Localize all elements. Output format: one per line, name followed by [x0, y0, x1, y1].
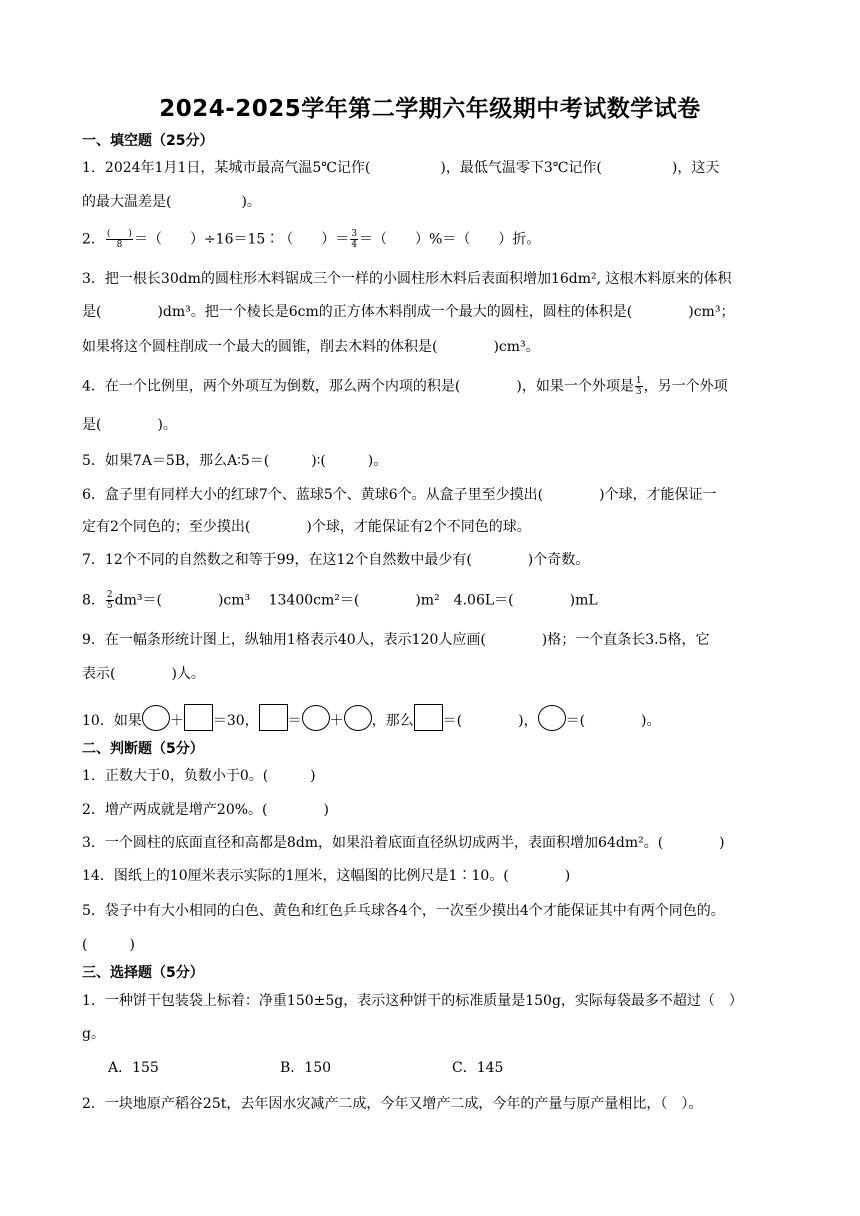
judge-2: 2．增产两成就是增产20%。( ) — [82, 802, 329, 818]
choice-1-options — [108, 1058, 624, 1078]
q7-line: 7．12个不同的自然数之和等于99，在这12个自然数中最少有( )个奇数。 — [82, 552, 590, 568]
square-symbol-icon — [259, 704, 288, 731]
q2-number: 2． — [82, 231, 105, 248]
square-symbol-icon — [414, 704, 443, 731]
q2-middle: ＝（ ）÷16＝15∶（ ）＝ — [133, 231, 350, 248]
q3-line2: 是( )dm³。把一个棱长是6cm的正方体木料削成一个最大的圆柱，圆柱的体积是( )cm³； — [82, 304, 735, 320]
square-symbol-icon — [184, 704, 213, 731]
q1-line2: 的最大温差是( )。 — [82, 194, 261, 210]
q2-fraction-2 — [350, 229, 358, 250]
circle-symbol-icon — [142, 705, 170, 731]
q4-line2: 是( )。 — [82, 417, 177, 433]
circle-symbol-icon — [344, 705, 372, 731]
q10-equals-30: ＝30， — [212, 713, 259, 729]
q2-line — [82, 229, 540, 250]
q4-fraction — [635, 376, 643, 397]
page-title: 2024-2025学年第二学期六年级期中考试数学试卷 — [159, 96, 701, 122]
judge-5-line2: ( ) — [82, 937, 135, 953]
circle-symbol-icon — [302, 705, 330, 731]
q10-answer-1: ＝( )， — [442, 713, 538, 729]
q2-fraction-numerator: ( ) — [106, 229, 132, 239]
option-a: A．155 — [108, 1060, 159, 1076]
q4-fraction-numerator: 1 — [635, 376, 642, 386]
q2-fraction — [106, 229, 133, 250]
q4-fraction-denominator: 3 — [635, 387, 642, 397]
judge-3: 3．一个圆柱的底面直径和高都是8dm，如果沿着底面直径纵切成两半，表面积增加64dm²。( ) — [82, 835, 725, 851]
q1-line1: 1．2024年1月1日，某城市最高气温5℃记作( )，最低气温零下3℃记作( )，这天 — [82, 160, 720, 176]
choice-1-line2: g。 — [82, 1026, 105, 1042]
option-c: C．145 — [452, 1060, 504, 1076]
choice-1-line1: 1．一种饼干包装袋上标着：净重150±5g，表示这种饼干的标准质量是150g，实际每袋最多不超过（ ） — [82, 993, 743, 1009]
q8-fraction — [106, 590, 114, 611]
q8-line — [82, 590, 598, 611]
q5-line: 5．如果7A＝5B，那么A∶5＝( )∶( )。 — [82, 453, 388, 469]
q2-fraction2-denominator: 4 — [351, 240, 358, 250]
q10-then: ，那么 — [371, 713, 414, 729]
q10-number: 10．如果 — [82, 713, 142, 729]
section-choice-heading: 三、选择题（5分） — [82, 965, 204, 981]
q2-fraction2-numerator: 3 — [351, 229, 358, 239]
q6-line2: 定有2个同色的；至少摸出( )个球，才能保证有2个不同色的球。 — [82, 519, 531, 535]
q2-fraction-denominator: 8 — [116, 240, 123, 250]
q3-line1: 3．把一根长30dm的圆柱形木料锯成三个一样的小圆柱形木料后表面积增加16dm², 这根木料原来的体积 — [82, 271, 732, 287]
q10-plus-2: ＋ — [329, 713, 344, 729]
q6-line1: 6．盒子里有同样大小的红球7个、蓝球5个、黄球6个。从盒子里至少摸出( )个球，才能保证一 — [82, 487, 717, 503]
q4-post: ，另一个外项 — [643, 378, 728, 395]
q8-number: 8． — [82, 592, 105, 609]
q8-post: dm³＝( )cm³ 13400cm²＝( )m² 4.06L＝( )mL — [114, 592, 598, 609]
q9-line1: 9．在一幅条形统计图上，纵轴用1格表示40人，表示120人应画( )格；一个直条长3.5格，它 — [82, 632, 710, 648]
section-judge-heading: 二、判断题（5分） — [82, 741, 204, 757]
q10-line — [82, 704, 661, 736]
q10-equals: ＝ — [287, 713, 302, 729]
judge-1: 1．正数大于0，负数小于0。( ) — [82, 768, 316, 784]
q4-line1 — [82, 376, 728, 397]
q10-answer-2: ＝( )。 — [565, 713, 661, 729]
q8-fraction-numerator: 2 — [106, 590, 113, 600]
q2-post: ＝（ ）%＝（ ）折。 — [359, 231, 541, 248]
section-fill-heading: 一、填空题（25分） — [82, 133, 214, 149]
judge-4: 14．图纸上的10厘米表示实际的1厘米，这幅图的比例尺是1∶10。( ) — [82, 868, 571, 884]
q4-text: 4．在一个比例里，两个外项互为倒数，那么两个内项的积是( )，如果一个外项是 — [82, 378, 634, 395]
choice-2: 2．一块地原产稻谷25t，去年因水灾减产二成，今年又增产二成，今年的产量与原产量相比，（ ）。 — [82, 1096, 703, 1112]
q3-line3: 如果将这个圆柱削成一个最大的圆锥，削去木料的体积是( )cm³。 — [82, 339, 540, 355]
option-b: B．150 — [280, 1060, 332, 1076]
q8-fraction-denominator: 5 — [106, 601, 113, 611]
judge-5-line1: 5．袋子中有大小相同的白色、黄色和红色乒乓球各4个，一次至少摸出4个才能保证其中有两个同色的。 — [82, 903, 725, 919]
q10-plus: ＋ — [169, 713, 184, 729]
q9-line2: 表示( )人。 — [82, 666, 205, 682]
circle-symbol-icon — [538, 705, 566, 731]
